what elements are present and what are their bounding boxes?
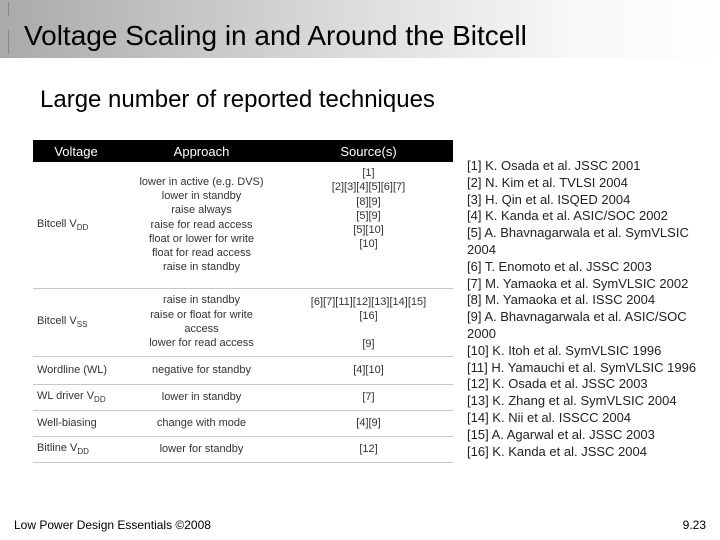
reference-item: [11] H. Yamauchi et al. SymVLSIC 1996 bbox=[467, 359, 697, 375]
table-row bbox=[33, 384, 453, 410]
sources-cell bbox=[284, 288, 453, 356]
table-row bbox=[33, 436, 453, 462]
reference-item: [16] K. Kanda et al. JSSC 2004 bbox=[467, 443, 647, 459]
sources-cell bbox=[284, 162, 453, 288]
approach-line: raise for read access bbox=[150, 218, 253, 231]
voltage-subscript: SS bbox=[76, 320, 88, 330]
voltage-label: Bitline V bbox=[37, 441, 78, 454]
decorative-line bbox=[8, 30, 9, 54]
source-line: [8][9] bbox=[356, 195, 381, 208]
source-line: [10] bbox=[359, 238, 378, 251]
voltage-cell bbox=[33, 384, 119, 410]
source-line: [5][10] bbox=[353, 224, 384, 237]
source-line: [5][9] bbox=[356, 209, 381, 222]
source-line: [9] bbox=[362, 338, 375, 351]
voltage-subscript: DD bbox=[76, 222, 89, 232]
voltage-label: Bitcell V bbox=[37, 217, 77, 230]
reference-item: [14] K. Nii et al. ISSCC 2004 bbox=[467, 409, 632, 425]
approach-line: lower in standby bbox=[161, 190, 242, 202]
decorative-line bbox=[8, 2, 9, 16]
reference-item: [3] H. Qin et al. ISQED 2004 bbox=[467, 191, 631, 207]
voltage-label: Wordline (WL) bbox=[37, 364, 108, 376]
approach-line: access bbox=[184, 323, 219, 335]
sources-cell: [12] bbox=[284, 436, 453, 462]
approach-line: raise in standby bbox=[162, 294, 241, 307]
table-header-row bbox=[33, 140, 453, 162]
source-line: [2][3][4][5][6][7] bbox=[331, 181, 406, 194]
voltage-cell bbox=[33, 288, 119, 356]
approach-cell: lower in standby bbox=[119, 384, 284, 410]
voltage-label: Well-biasing bbox=[37, 417, 97, 429]
references-list bbox=[467, 158, 707, 460]
sources-cell: [4][10] bbox=[284, 356, 453, 384]
reference-item: [10] K. Itoh et al. SymVLSIC 1996 bbox=[467, 342, 662, 358]
reference-item: [4] K. Kanda et al. ASIC/SOC 2002 bbox=[467, 208, 668, 224]
header-voltage: Voltage bbox=[33, 140, 119, 162]
approach-line: raise always bbox=[171, 204, 232, 217]
voltage-subscript: DD bbox=[77, 447, 89, 457]
table-row bbox=[33, 356, 453, 384]
table-row bbox=[33, 288, 453, 356]
approach-cell: change with mode bbox=[119, 410, 284, 436]
approach-line: float for read access bbox=[151, 247, 252, 260]
voltage-cell bbox=[33, 162, 119, 288]
reference-item: [13] K. Zhang et al. SymVLSIC 2004 bbox=[467, 393, 677, 409]
slide-title: Voltage Scaling in and Around the Bitcell bbox=[24, 20, 527, 51]
source-line: [1] bbox=[362, 167, 375, 179]
source-line: [6][7][11][12][13][14][15] bbox=[310, 295, 427, 308]
reference-item: [12] K. Osada et al. JSSC 2003 bbox=[467, 376, 648, 392]
reference-item: [9] A. Bhavnagarwala et al. ASIC/SOC 2000 bbox=[467, 309, 687, 341]
reference-item: [1] K. Osada et al. JSSC 2001 bbox=[467, 158, 641, 173]
approach-line: float or lower for write bbox=[148, 232, 255, 245]
voltage-cell bbox=[33, 356, 119, 384]
voltage-label: WL driver V bbox=[37, 389, 95, 402]
table-row bbox=[33, 162, 453, 288]
techniques-table bbox=[33, 140, 453, 463]
approach-line: raise or float for write bbox=[150, 308, 253, 321]
reference-item: [5] A. Bhavnagarwala et al. SymVLSIC 2004 bbox=[467, 225, 689, 257]
approach-line: lower in active (e.g. DVS) bbox=[139, 175, 264, 188]
reference-item: [8] M. Yamaoka et al. ISSC 2004 bbox=[467, 292, 656, 308]
reference-item: [6] T. Enomoto et al. JSSC 2003 bbox=[467, 258, 652, 274]
source-line: [16] bbox=[359, 309, 378, 322]
approach-cell: lower for standby bbox=[119, 436, 284, 462]
footer-text: Low Power Design Essentials ©2008 bbox=[14, 518, 211, 532]
header-sources: Source(s) bbox=[284, 140, 453, 162]
approach-cell: negative for standby bbox=[119, 356, 284, 384]
slide-subtitle: Large number of reported techniques bbox=[40, 86, 435, 113]
voltage-cell bbox=[33, 436, 119, 462]
approach-cell bbox=[119, 288, 284, 356]
page-number: 9.23 bbox=[682, 518, 706, 532]
voltage-label: Bitcell V bbox=[37, 314, 77, 327]
approach-line: raise in standby bbox=[162, 261, 241, 274]
voltage-subscript: DD bbox=[94, 395, 106, 405]
voltage-cell bbox=[33, 410, 119, 436]
header-approach: Approach bbox=[119, 140, 284, 162]
reference-item: [15] A. Agarwal et al. JSSC 2003 bbox=[467, 426, 655, 442]
approach-line: lower for read access bbox=[149, 337, 254, 350]
table-row bbox=[33, 410, 453, 436]
approach-cell bbox=[119, 162, 284, 288]
sources-cell: [7] bbox=[284, 384, 453, 410]
reference-item: [2] N. Kim et al. TVLSI 2004 bbox=[467, 174, 628, 190]
sources-cell: [4][9] bbox=[284, 410, 453, 436]
reference-item: [7] M. Yamaoka et al. SymVLSIC 2002 bbox=[467, 275, 689, 291]
